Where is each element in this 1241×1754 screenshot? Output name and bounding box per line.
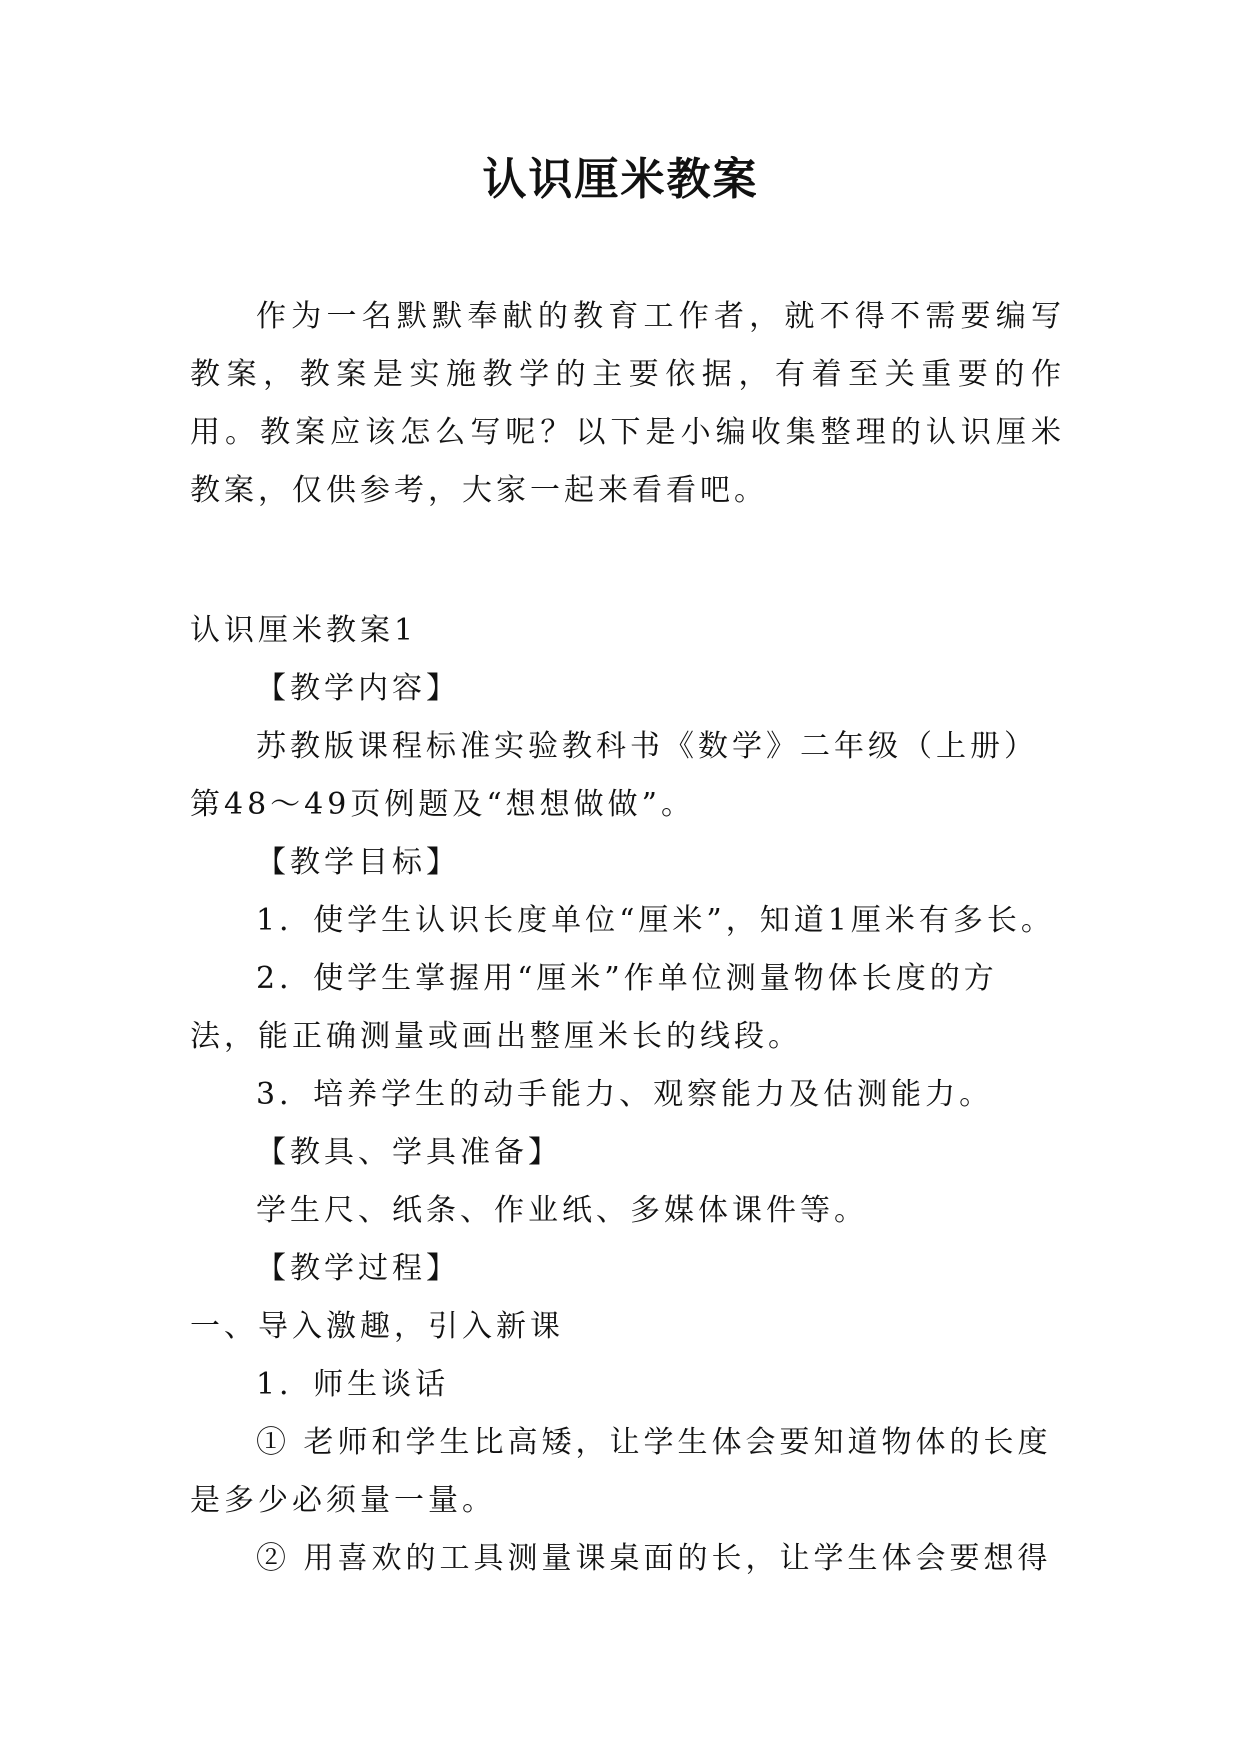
process-subitem-1: ① 老师和学生比高矮，让学生体会要知道物体的长度是多少必须量一量。 xyxy=(190,1425,1052,1518)
process-subitem-2: ② 用喜欢的工具测量课桌面的长，让学生体会要想得 xyxy=(256,1541,1052,1576)
paragraph-materials: 学生尺、纸条、作业纸、多媒体课件等。 xyxy=(256,1193,868,1228)
document-body xyxy=(190,288,1065,1588)
goal-item-3: 3．培养学生的动手能力、观察能力及估测能力。 xyxy=(256,1077,994,1112)
lesson-content xyxy=(190,602,1065,1588)
intro-paragraph: 作为一名默默奉献的教育工作者，就不得不需要编写教案，教案是实施教学的主要依据，有着至关重要的作用。教案应该怎么写呢？以下是小编收集整理的认识厘米教案，仅供参考，大家一起来看看吧。 xyxy=(190,299,1065,508)
subheading-teaching-content: 【教学内容】 xyxy=(256,671,460,706)
intro-section xyxy=(190,288,1065,520)
process-item-1: 1．师生谈话 xyxy=(256,1367,450,1402)
process-step-heading: 一、导入激趣，引入新课 xyxy=(190,1309,564,1344)
subheading-materials: 【教具、学具准备】 xyxy=(256,1135,562,1170)
goal-item-2: 2．使学生掌握用“厘米”作单位测量物体长度的方法，能正确测量或画出整厘米长的线段。 xyxy=(190,961,998,1054)
goal-item-1: 1．使学生认识长度单位“厘米”，知道1厘米有多长。 xyxy=(256,903,1055,938)
subheading-teaching-goals: 【教学目标】 xyxy=(256,845,460,880)
section-heading: 认识厘米教案1 xyxy=(190,613,418,648)
paragraph-textbook: 苏教版课程标准实验教科书《数学》二年级（上册）第48～49页例题及“想想做做”。 xyxy=(190,729,1038,822)
subheading-process: 【教学过程】 xyxy=(256,1251,460,1286)
document-title: 认识厘米教案 xyxy=(482,154,759,205)
